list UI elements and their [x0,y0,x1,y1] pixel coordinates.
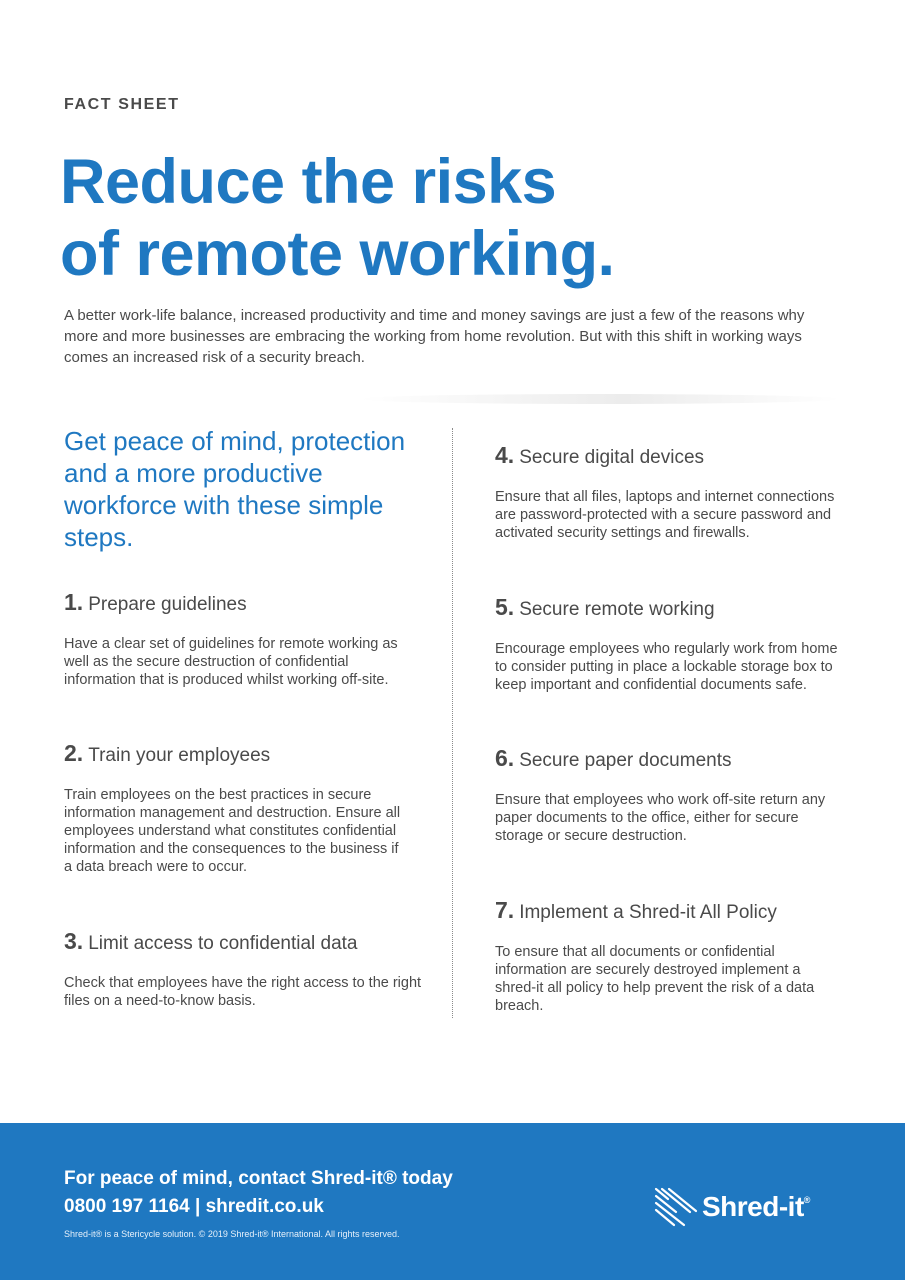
step-2 [64,741,409,876]
step-title-text: Secure remote working [519,599,715,620]
step-title-text: Secure paper documents [519,750,732,771]
step-number: 2. [64,740,84,766]
page-title [60,146,860,290]
step-title [495,443,840,470]
step-title [64,741,409,768]
footer-cta: For peace of mind, contact Shred-it® today [64,1168,453,1189]
step-7 [495,898,840,1015]
tagline: Get peace of mind, protection and a more productive workforce with these simple steps. [64,426,406,552]
step-3 [64,929,424,1010]
footer-legal: Shred-it® is a Stericycle solution. © 2019 Shred-it® International. All rights reserved. [64,1229,400,1239]
footer-banner [0,1123,905,1280]
step-title [495,746,840,773]
section-divider [360,394,840,404]
step-number: 4. [495,442,515,468]
document-type-label: FACT SHEET [64,96,180,113]
page-title-line-2: of remote working. [60,219,615,289]
step-5 [495,595,840,694]
step-body: Ensure that employees who work off-site return any paper documents to the office, either for secure storage or secure destruction. [495,792,826,844]
step-number: 5. [495,594,515,620]
shredder-stripes-icon [654,1185,698,1229]
step-number: 7. [495,897,515,923]
step-body: Ensure that all files, laptops and internet connections are password-protected with a secure password and activated security settings and firewalls. [495,489,835,541]
step-1 [64,590,409,689]
step-title-text: Implement a Shred-it All Policy [519,902,777,923]
step-title [495,595,840,622]
step-title-text: Train your employees [88,745,271,766]
step-title [495,898,840,925]
step-title-text: Limit access to confidential data [88,933,358,954]
footer-contact[interactable]: 0800 197 1164 | shredit.co.uk [64,1196,324,1217]
step-4 [495,443,840,542]
step-number: 6. [495,745,515,771]
step-number: 3. [64,928,84,954]
column-divider [452,428,453,1018]
brand-logo [654,1185,810,1229]
logo-wordmark: Shred-it® [702,1191,810,1222]
step-6 [495,746,840,845]
page-title-line-1: Reduce the risks [60,147,557,217]
step-body: Have a clear set of guidelines for remote working as well as the secure destruction of confidential information that is produced whilst working off-site. [64,636,398,688]
step-body: Check that employees have the right access to the right files on a need-to-know basis. [64,975,422,1009]
intro-paragraph: A better work-life balance, increased productivity and time and money savings are just a few of the reasons why more and more businesses are embracing the working from home revolution. But with this shift in working ways comes an increased risk of a security breach. [64,307,805,366]
step-body: To ensure that all documents or confidential information are securely destroyed implement a shred-it all policy to help prevent the risk of a data breach. [495,944,815,1014]
step-title-text: Prepare guidelines [88,594,247,615]
step-number: 1. [64,589,84,615]
step-title [64,590,409,617]
step-title-text: Secure digital devices [519,447,705,468]
step-title [64,929,424,956]
step-body: Train employees on the best practices in secure information management and destruction. Ensure all employees understand what constitutes confidential information and the consequences to the business if a data breach were to occur. [64,787,401,875]
step-body: Encourage employees who regularly work from home to consider putting in place a lockable storage box to keep important and confidential documents safe. [495,641,838,693]
